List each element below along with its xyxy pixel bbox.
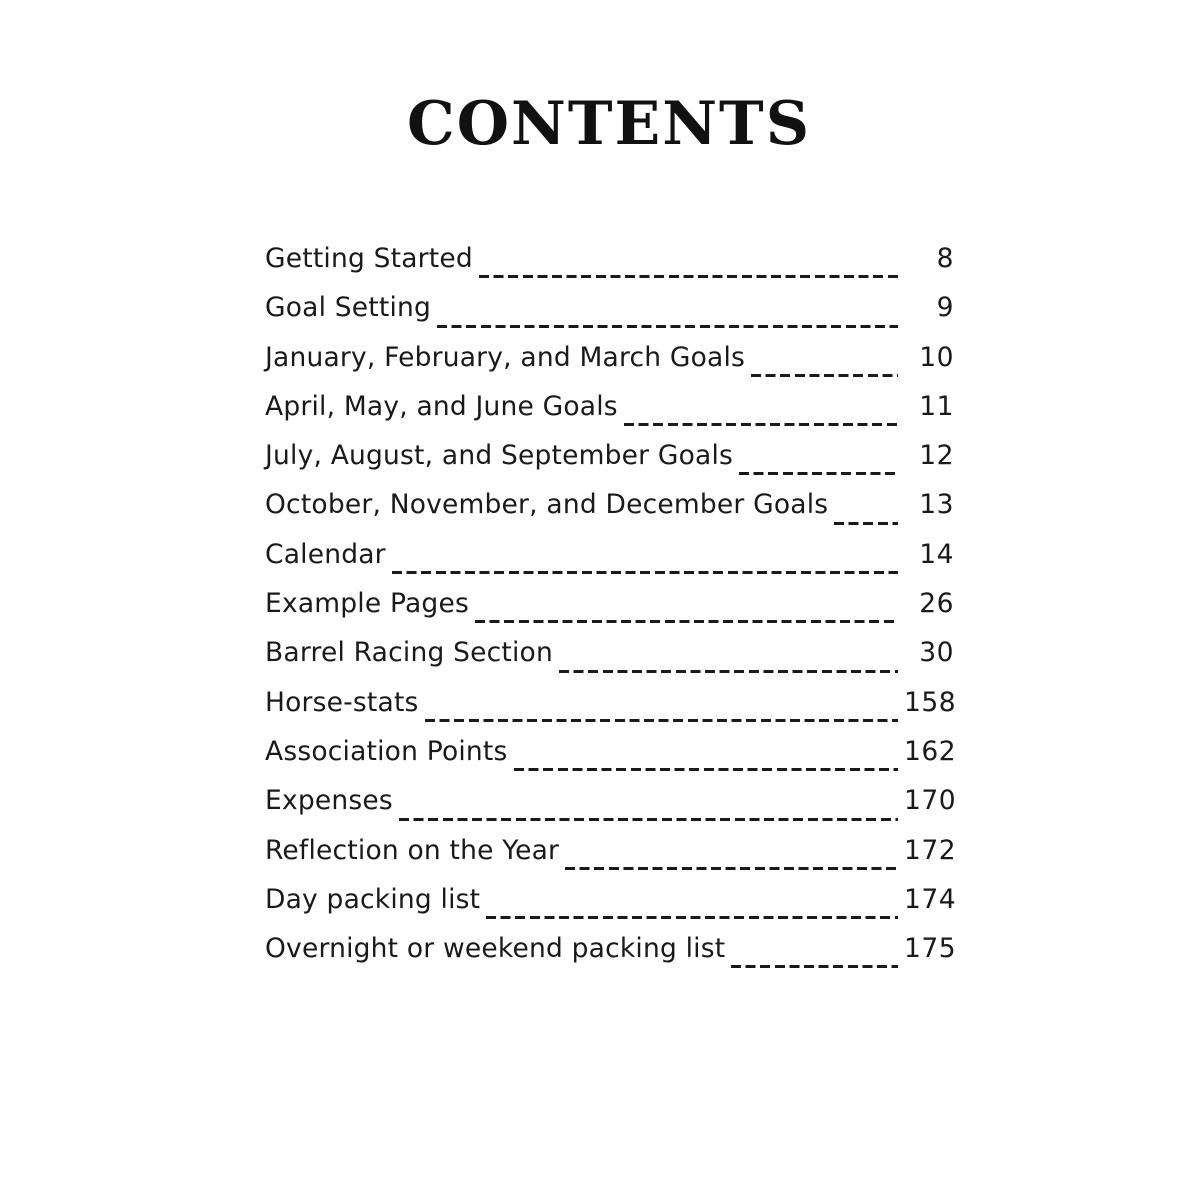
toc-entry-page-number: 162 — [904, 735, 957, 767]
toc-entry-label: Getting Started — [265, 243, 473, 274]
toc-entry-label: January, February, and March Goals — [265, 341, 746, 373]
dot-leader — [731, 965, 898, 968]
dot-leader — [425, 719, 898, 722]
toc-entry-goal-setting[interactable] — [265, 292, 954, 341]
toc-entry-page-number: 30 — [919, 637, 954, 669]
toc-entry-overnight-packing-list[interactable] — [265, 933, 957, 982]
toc-entry-page-number: 174 — [904, 883, 957, 915]
toc-entry-label: Goal Setting — [265, 292, 432, 324]
page-title: CONTENTS — [406, 89, 812, 159]
table-of-contents — [265, 243, 957, 982]
dot-leader — [392, 571, 898, 574]
toc-entry-page-number: 172 — [904, 834, 957, 866]
toc-entry-label: Day packing list — [265, 883, 481, 915]
toc-entry-label: April, May, and June Goals — [265, 390, 618, 422]
toc-entry-example-pages[interactable] — [265, 588, 954, 637]
dot-leader — [751, 374, 898, 377]
dot-leader — [834, 522, 898, 525]
toc-entry-page-number: 10 — [919, 341, 954, 373]
toc-entry-q1-goals[interactable] — [265, 342, 954, 391]
toc-entry-page-number: 8 — [936, 243, 954, 274]
toc-entry-reflection-on-the-year[interactable] — [265, 834, 957, 884]
dot-leader — [486, 916, 898, 919]
toc-entry-q3-goals[interactable] — [265, 440, 954, 489]
toc-entry-label: October, November, and December Goals — [265, 489, 829, 521]
dot-leader — [739, 472, 898, 475]
toc-entry-q2-goals[interactable] — [265, 391, 954, 440]
toc-entry-getting-started[interactable] — [265, 243, 954, 292]
toc-entry-label: July, August, and September Goals — [265, 440, 734, 472]
toc-entry-barrel-racing-section[interactable] — [265, 637, 954, 686]
toc-entry-page-number: 9 — [936, 292, 954, 324]
toc-entry-label: Barrel Racing Section — [265, 637, 553, 669]
dot-leader — [559, 670, 898, 673]
toc-entry-calendar[interactable] — [265, 539, 954, 588]
dot-leader — [624, 423, 898, 426]
toc-entry-page-number: 11 — [919, 390, 954, 422]
toc-entry-page-number: 170 — [904, 785, 957, 817]
toc-entry-page-number: 26 — [919, 588, 954, 620]
toc-entry-expenses[interactable] — [265, 785, 957, 834]
toc-entry-association-points[interactable] — [265, 735, 957, 785]
toc-entry-label: Horse-stats — [265, 686, 419, 718]
toc-entry-q4-goals[interactable] — [265, 489, 954, 538]
toc-entry-page-number: 13 — [919, 489, 954, 521]
toc-entry-label: Calendar — [265, 538, 386, 570]
toc-entry-label: Example Pages — [265, 588, 469, 620]
toc-entry-label: Reflection on the Year — [265, 834, 560, 866]
dot-leader — [514, 768, 898, 771]
toc-entry-page-number: 158 — [904, 686, 957, 718]
toc-entry-day-packing-list[interactable] — [265, 883, 957, 933]
dot-leader — [565, 867, 898, 870]
dot-leader — [437, 325, 898, 328]
toc-entry-page-number: 14 — [919, 538, 954, 570]
toc-entry-label: Association Points — [265, 735, 508, 767]
toc-entry-page-number: 175 — [904, 933, 957, 965]
toc-entry-horse-stats[interactable] — [265, 686, 957, 736]
toc-entry-label: Expenses — [265, 785, 393, 817]
toc-entry-label: Overnight or weekend packing list — [265, 933, 726, 965]
dot-leader — [399, 818, 898, 821]
dot-leader — [475, 620, 898, 623]
toc-entry-page-number: 12 — [919, 440, 954, 472]
dot-leader — [479, 275, 898, 278]
